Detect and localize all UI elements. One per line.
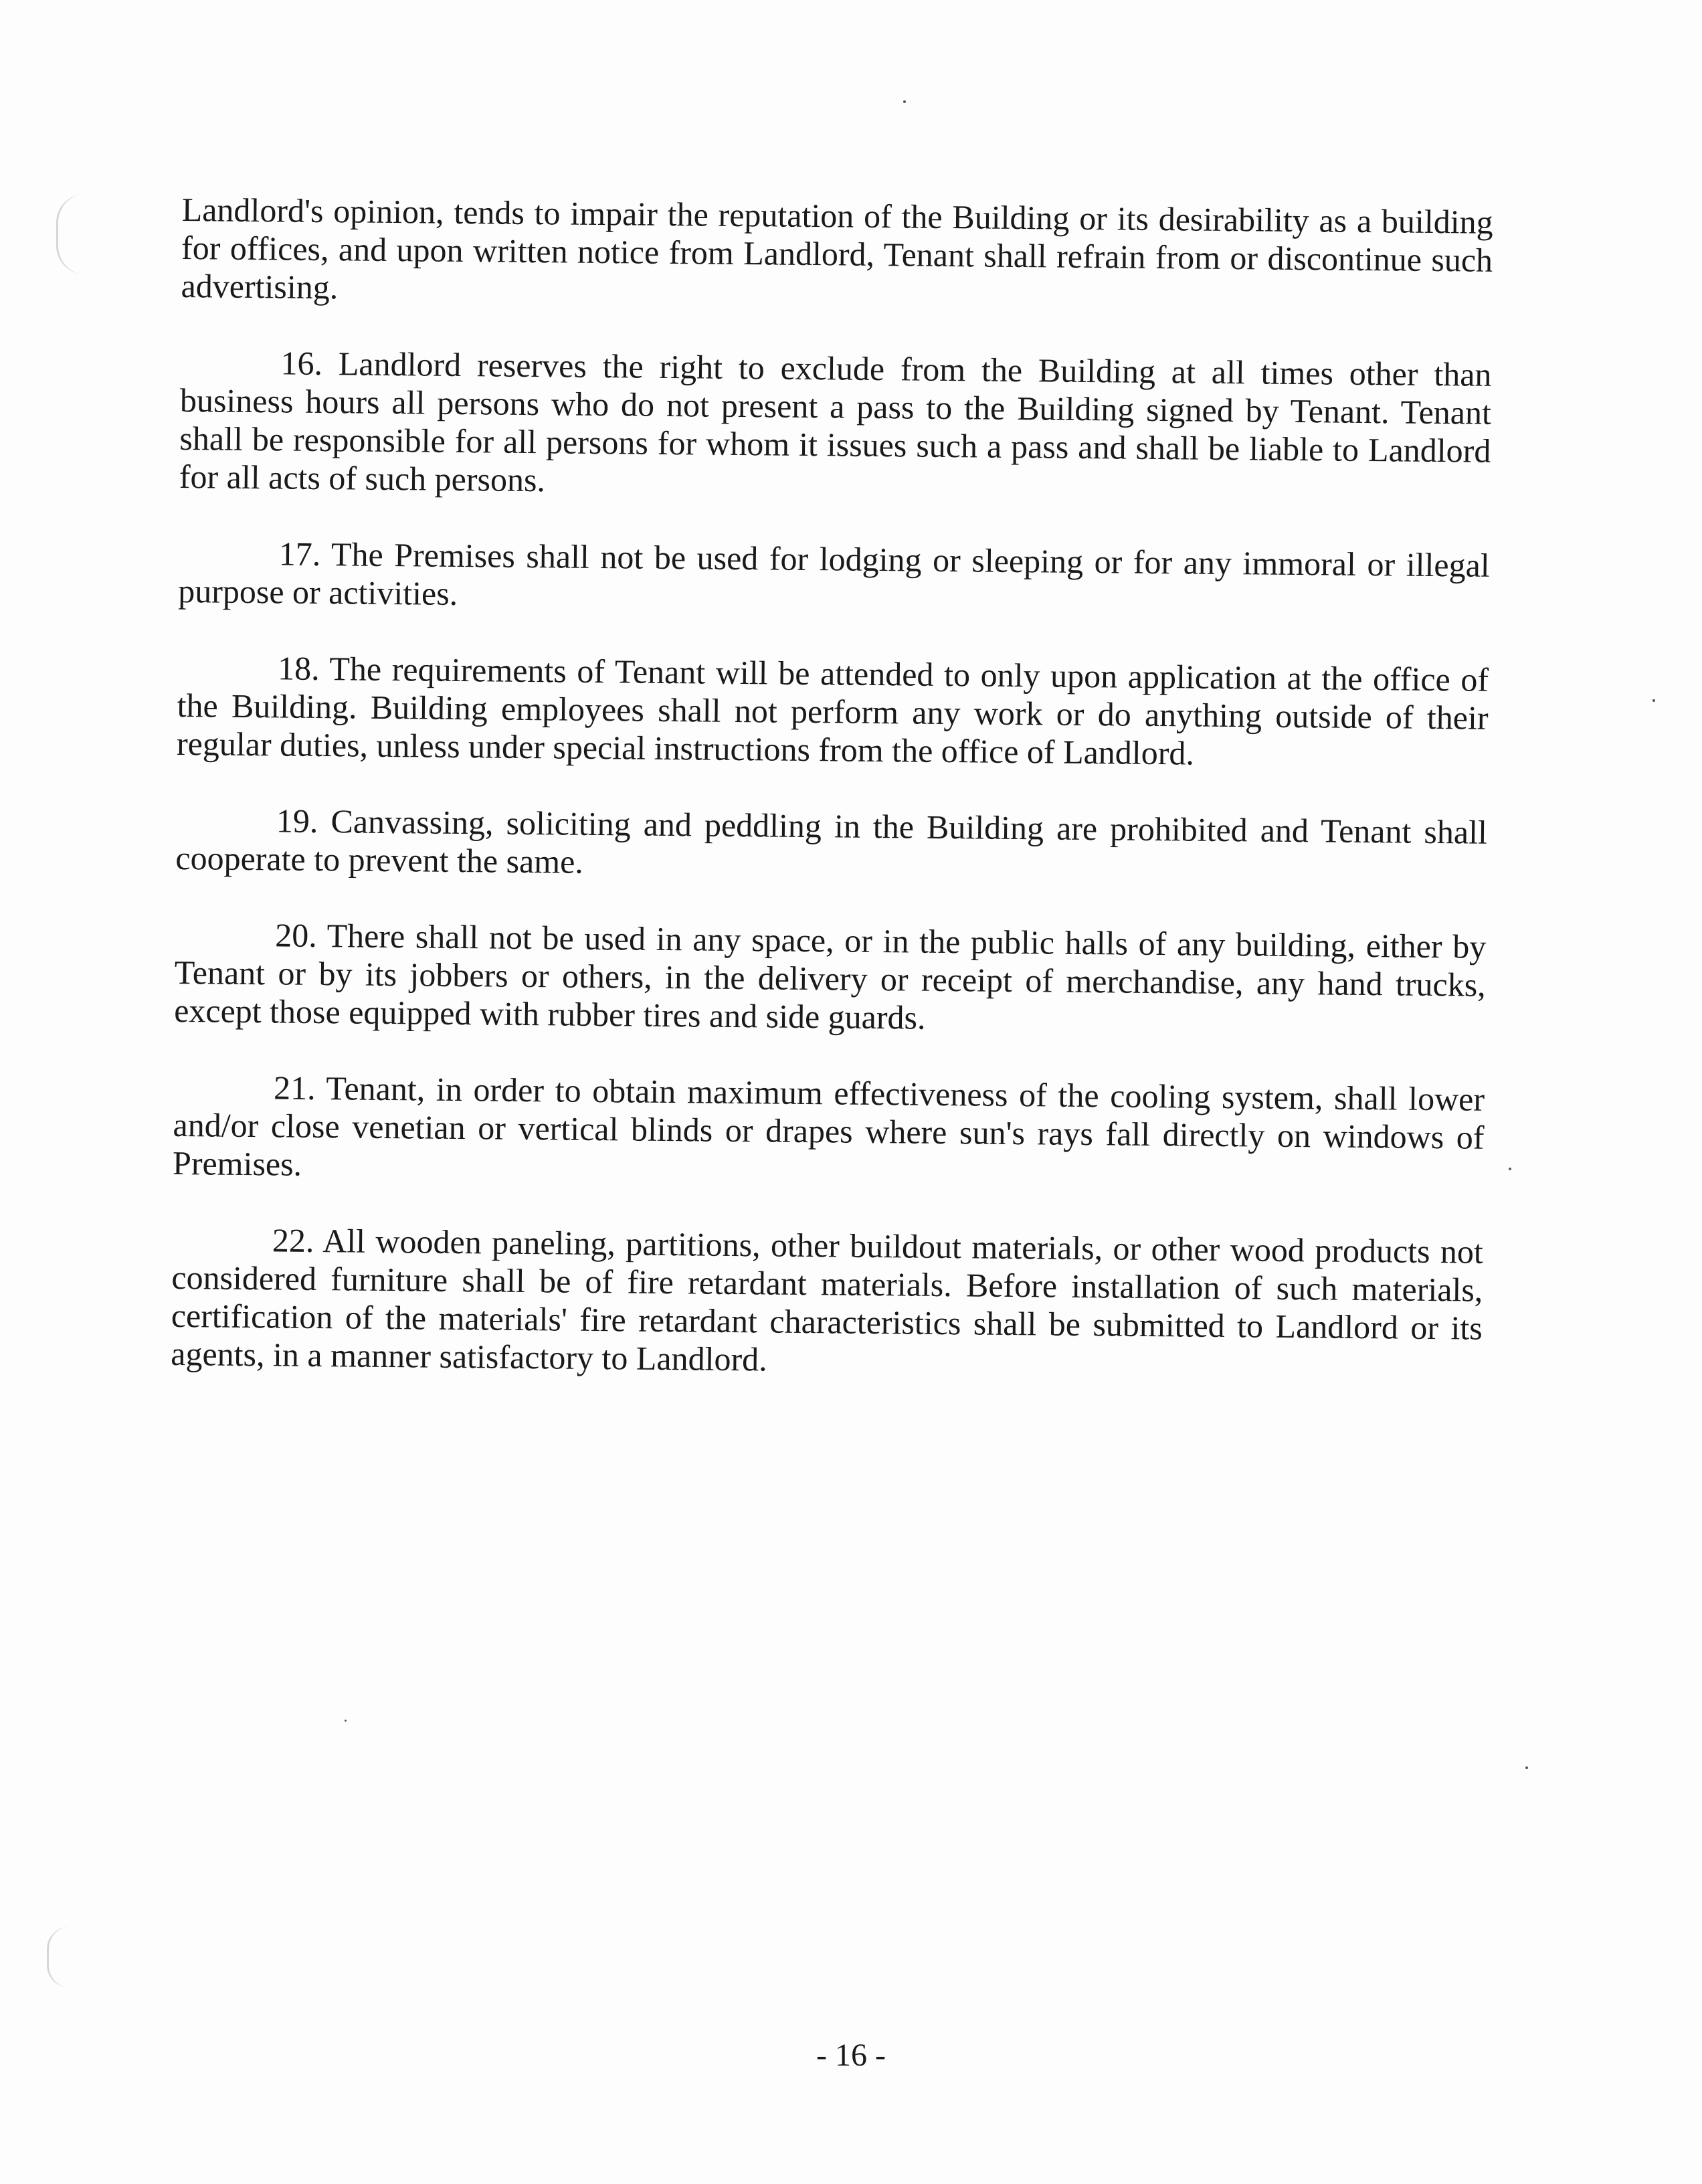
paragraph-text: There shall not be used in any space, or in the public halls of any building, either by Tenant or by its jobbers or others, in the delivery or receipt of merchandise, any hand trucks, except those equipped with rubber tires and side guards.: [173, 917, 1487, 1036]
scan-speck: [1525, 1766, 1528, 1769]
paragraph-number: 22.: [272, 1221, 314, 1259]
scan-edge-mark-bottom: [47, 1927, 69, 1987]
paragraph-text: Landlord's opinion, tends to impair the reputation of the Building or its desirability as a building for offices, and upon written notice from Landlord, Tenant shall refrain from or discontinue such advertising.: [181, 191, 1493, 306]
paragraph-22: [171, 1220, 1483, 1386]
paragraph-text: Landlord reserves the right to exclude from the Building at all times other than business hours all persons who do not present a pass to the Building signed by Tenant. Tenant shall be responsible for all persons for whom it issues such a pass and shall be liable to Landlord for all acts of such persons.: [179, 345, 1492, 499]
paragraph-text: The requirements of Tenant will be attended to only upon application at the office of the Building. Building employees shall not perform any work or do anything outside of their regular duties, unless under special instructions from the office of Landlord.: [176, 650, 1489, 772]
paragraph-text: Canvassing, soliciting and peddling in the Building are prohibited and Tenant shall cooperate to prevent the same.: [175, 802, 1488, 881]
scan-edge-mark-top: [56, 194, 85, 274]
paragraph-number: 21.: [273, 1069, 316, 1107]
scan-speck: [903, 100, 906, 103]
paragraph-number: 17.: [278, 535, 321, 573]
paragraph-18: [177, 648, 1489, 776]
paragraph-text: The Premises shall not be used for lodging or sleeping or for any immoral or illegal purpose or activities.: [177, 535, 1490, 612]
paragraph-text: Tenant, in order to obtain maximum effectiveness of the cooling system, shall lower and/or close venetian or vertical blinds or drapes where sun's rays fall directly on windows of Premises.: [172, 1069, 1485, 1183]
paragraph-number: 19.: [276, 802, 318, 840]
paragraph-text: All wooden paneling, partitions, other buildout materials, or other wood products not considered furniture shall be of fire retardant materials. Before installation of such materials, certification of the materials' fire retardant characteristics shall be submitted to Landlord or its agents, in a manner satisfactory to Landlord.: [171, 1222, 1484, 1378]
paragraph-number: 18.: [277, 649, 320, 688]
paragraph-16: [179, 343, 1492, 509]
paragraph-number: 16.: [280, 344, 323, 383]
scan-speck: [1652, 699, 1655, 702]
page-number: - 16 -: [816, 2037, 886, 2073]
document-body: [171, 191, 1493, 1386]
scan-speck: [345, 1720, 347, 1722]
paragraph-number: 20.: [275, 916, 318, 954]
paragraph-20: [174, 915, 1487, 1042]
scan-speck: [1509, 1168, 1511, 1170]
paragraph-21: [173, 1068, 1485, 1195]
paragraph-17: [178, 534, 1490, 623]
paragraph-19: [175, 801, 1487, 890]
paragraph-continuation: [181, 191, 1493, 318]
